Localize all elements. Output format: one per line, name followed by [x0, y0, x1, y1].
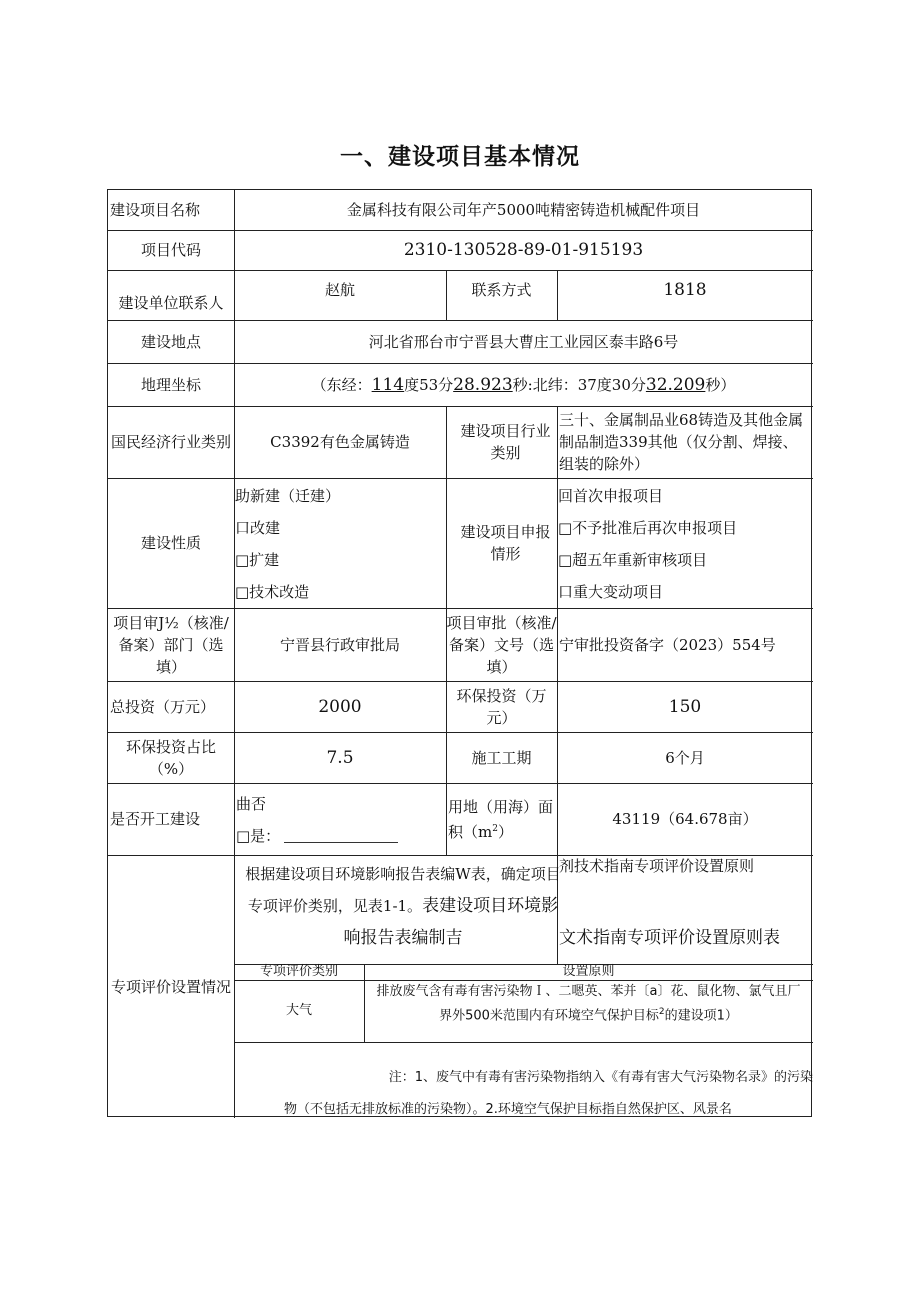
nature-option-tech: □技术改造 — [235, 583, 310, 601]
contact-person-label: 建设单位联系人 — [118, 294, 224, 312]
construction-nature-label: 建设性质 — [140, 534, 201, 552]
contact-person-value: 赵航 — [324, 281, 355, 299]
coordinates-label: 地理坐标 — [140, 375, 201, 394]
declaration-option-first: 回首次申报项目 — [558, 487, 664, 505]
land-area-value: 43119（64.678亩） — [612, 810, 758, 828]
special-evaluation-paragraph: 根据建设项目环境影响报告表编W表，确定项目专项评价类别，见表1-1。表建设项目环境影响报告表编制吉 — [245, 865, 561, 948]
approval-doc-value: 宁审批投资备字（2023）554号 — [559, 635, 776, 654]
project-industry-label: 建设项目行业类别 — [460, 422, 551, 462]
declaration-type-label: 建设项目申报情形 — [460, 523, 551, 563]
total-investment-label: 总投资（万元） — [110, 697, 216, 716]
basic-info-table — [107, 189, 812, 1117]
contact-method-label: 联系方式 — [471, 281, 532, 299]
special-evaluation-label: 专项评价设置情况 — [110, 977, 231, 996]
construction-period-value: 6个月 — [665, 748, 705, 767]
total-investment-value: 2000 — [318, 696, 362, 717]
nature-option-expand: □扩建 — [235, 551, 280, 569]
construction-period-label: 施工工期 — [471, 748, 532, 767]
note-line-1: 注：1、废气中有毒有害污染物指纳入《有毒有害大气污染物名录》的污染 — [388, 1070, 813, 1085]
contact-method-value: 1818 — [663, 280, 707, 300]
location-value: 河北省邢台市宁晋县大曹庄工业园区泰丰路6号 — [368, 332, 679, 351]
declaration-option-resubmit: □不予批准后再次申报项目 — [558, 519, 738, 537]
project-name-label: 建设项目名称 — [110, 201, 201, 219]
started-option-no: 曲否 — [236, 795, 267, 813]
guideline-title-table: 文术指南专项评价设置原则表 — [559, 928, 780, 948]
started-fill-line — [284, 842, 398, 843]
category-air: 大气 — [285, 1003, 312, 1018]
col-header-principle: 设置原则 — [562, 964, 615, 979]
nature-option-rebuild: 口改建 — [235, 519, 281, 537]
project-industry-value: 三十、金属制品业68铸造及其他金属制品制造339其他（仅分割、焊接、组装的除外） — [559, 411, 804, 473]
declaration-option-major-change: 口重大变动项目 — [558, 583, 664, 601]
approval-dept-label: 项目审J½（核准/备案）部门（选填） — [113, 613, 229, 676]
declaration-option-five-year: □超五年重新审核项目 — [558, 551, 708, 569]
approval-dept-value: 宁晋县行政审批局 — [279, 635, 400, 654]
industry-category-label: 国民经济行业类别 — [110, 433, 231, 451]
env-ratio-value: 7.5 — [326, 747, 354, 768]
land-area-label: 用地（用海）面积$(m^2)$ — [448, 797, 554, 841]
guideline-title-top: 剂技术指南专项评价设置原则 — [559, 857, 755, 875]
project-name-value: 金属科技有限公司年产5000吨精密铸造机械配件项目 — [346, 201, 701, 219]
project-code-label: 项目代码 — [140, 241, 201, 259]
nature-option-new: 助新建（迁建） — [235, 487, 341, 505]
industry-category-value: C3392有色金属铸造 — [270, 433, 410, 451]
col-header-category: 专项评价类别 — [259, 964, 338, 979]
approval-doc-label: 项目审批（核准/备案）文号（选填） — [446, 613, 557, 676]
coordinates-value: （东经： 114 度53分 28.923 秒:北纬：37度30分 32.209 秒） — [311, 374, 736, 395]
env-investment-label: 环保投资（万元） — [456, 686, 547, 727]
declaration-type-options — [558, 480, 812, 608]
project-code-value: 2310-130528-89-01-915193 — [403, 240, 644, 260]
env-investment-value: 150 — [668, 696, 702, 717]
construction-nature-options — [235, 480, 445, 608]
location-label: 建设地点 — [140, 332, 201, 351]
principle-air: 排放废气含有毒有害污染物Ｉ、二嗯英、苯并〔a〕花、鼠化物、氯气且厂 界外500米范围内有环境空气保护目标$^2$的建设项1） — [376, 983, 801, 1024]
page-title: 一、建设项目基本情况 — [340, 144, 580, 170]
started-option-yes: □是： — [236, 827, 281, 845]
env-ratio-label: 环保投资占比（%） — [125, 737, 216, 778]
started-label: 是否开工建设 — [110, 810, 201, 828]
note-line-2: 物（不包括无排放标准的污染物）。2.环境空气保护目标指自然保护区、风景名 — [284, 1102, 732, 1117]
